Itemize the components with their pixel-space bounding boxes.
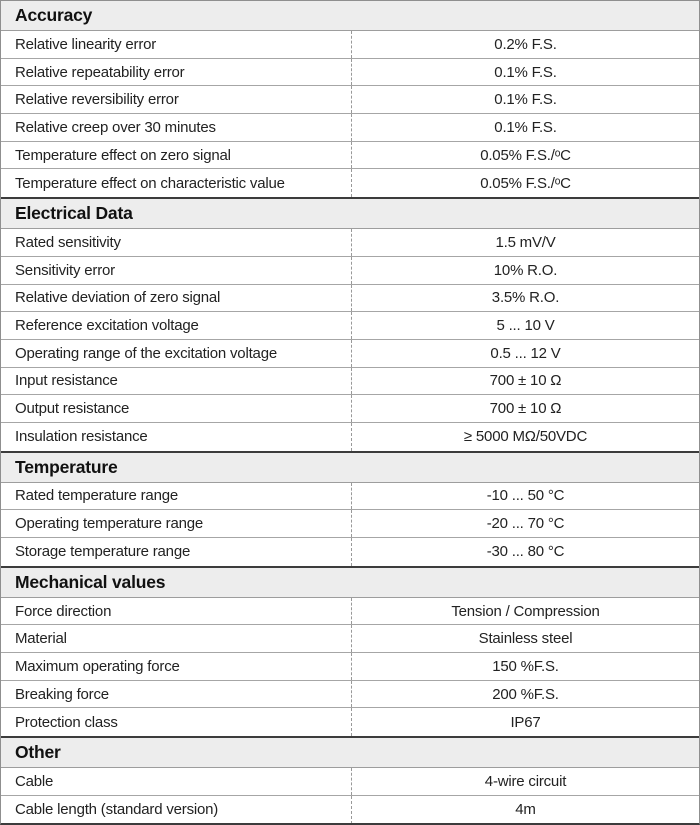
spec-value: 0.2% F.S. [351, 31, 699, 58]
table-row [1, 285, 699, 313]
section-header-temperature [1, 453, 699, 483]
spec-value: 4-wire circuit [351, 768, 699, 795]
spec-value: IP67 [351, 708, 699, 736]
spec-label: Relative repeatability error [15, 63, 185, 81]
spec-value: -20 ... 70 °C [351, 510, 699, 537]
section-title: Accuracy [15, 5, 93, 25]
table-row [1, 796, 699, 824]
spec-value: 700 ± 10 Ω [351, 395, 699, 422]
table-row [1, 312, 699, 340]
spec-label: Reference excitation voltage [15, 317, 199, 335]
table-row [1, 31, 699, 59]
table-row [1, 229, 699, 257]
spec-value: 700 ± 10 Ω [351, 368, 699, 395]
section-accuracy [1, 1, 699, 197]
spec-value: 1.5 mV/V [351, 229, 699, 256]
spec-label: Temperature effect on zero signal [15, 146, 231, 164]
table-row [1, 114, 699, 142]
section-header-electrical-data [1, 199, 699, 229]
table-row [1, 169, 699, 197]
spec-value: 0.5 ... 12 V [351, 340, 699, 367]
spec-value: 4m [351, 796, 699, 824]
spec-label: Operating range of the excitation voltage [15, 344, 277, 362]
spec-value: -30 ... 80 °C [351, 538, 699, 566]
section-title: Temperature [15, 456, 118, 477]
spec-label: Sensitivity error [15, 261, 115, 279]
section-header-other [1, 738, 699, 768]
section-temperature [1, 451, 699, 566]
spec-label: Insulation resistance [15, 428, 148, 446]
spec-value: 0.05% F.S./ᵒC [351, 169, 699, 197]
table-row [1, 423, 699, 451]
spec-label: Rated sensitivity [15, 233, 121, 251]
spec-value: 0.1% F.S. [351, 114, 699, 141]
spec-label: Operating temperature range [15, 515, 204, 533]
table-row [1, 538, 699, 566]
section-electrical-data [1, 197, 699, 451]
spec-label: Maximum operating force [15, 657, 180, 675]
table-row [1, 86, 699, 114]
spec-label: Temperature effect on characteristic value [15, 174, 285, 192]
table-row [1, 142, 699, 170]
spec-label: Force direction [15, 602, 112, 620]
spec-label: Input resistance [15, 372, 118, 390]
spec-label: Relative creep over 30 minutes [15, 118, 216, 136]
spec-label: Rated temperature range [15, 487, 179, 505]
table-row [1, 681, 699, 709]
spec-label: Relative deviation of zero signal [15, 289, 221, 307]
spec-label: Cable length (standard version) [15, 801, 219, 819]
spec-value: 0.1% F.S. [351, 59, 699, 86]
spec-label: Protection class [15, 713, 118, 731]
table-row [1, 768, 699, 796]
spec-value: Stainless steel [351, 625, 699, 652]
spec-value: 0.05% F.S./ᵒC [351, 142, 699, 169]
table-row [1, 340, 699, 368]
table-row [1, 368, 699, 396]
table-row [1, 59, 699, 87]
spec-label: Output resistance [15, 400, 130, 418]
spec-label: Material [15, 630, 67, 648]
spec-label: Storage temperature range [15, 543, 191, 561]
spec-value: -10 ... 50 °C [351, 483, 699, 510]
spec-value: 0.1% F.S. [351, 86, 699, 113]
spec-value: 5 ... 10 V [351, 312, 699, 339]
spec-label: Breaking force [15, 685, 109, 703]
section-mechanical-values [1, 566, 699, 736]
spec-value: 150 %F.S. [351, 653, 699, 680]
section-title: Mechanical values [15, 571, 166, 592]
section-title: Electrical Data [15, 203, 133, 224]
table-row [1, 483, 699, 511]
table-row [1, 653, 699, 681]
spec-label: Relative reversibility error [15, 91, 179, 109]
table-row [1, 708, 699, 736]
spec-value: 10% R.O. [351, 257, 699, 284]
section-header-accuracy [1, 1, 699, 31]
spec-value: ≥ 5000 MΩ/50VDC [351, 423, 699, 451]
table-row [1, 510, 699, 538]
table-row [1, 598, 699, 626]
table-row [1, 395, 699, 423]
spec-label: Relative linearity error [15, 35, 157, 53]
table-row [1, 625, 699, 653]
section-header-mechanical-values [1, 568, 699, 598]
section-title: Other [15, 742, 61, 763]
section-other [1, 736, 699, 823]
spec-label: Cable [15, 772, 54, 790]
spec-value: 200 %F.S. [351, 681, 699, 708]
spec-value: Tension / Compression [351, 598, 699, 625]
spec-value: 3.5% R.O. [351, 285, 699, 312]
table-row [1, 257, 699, 285]
